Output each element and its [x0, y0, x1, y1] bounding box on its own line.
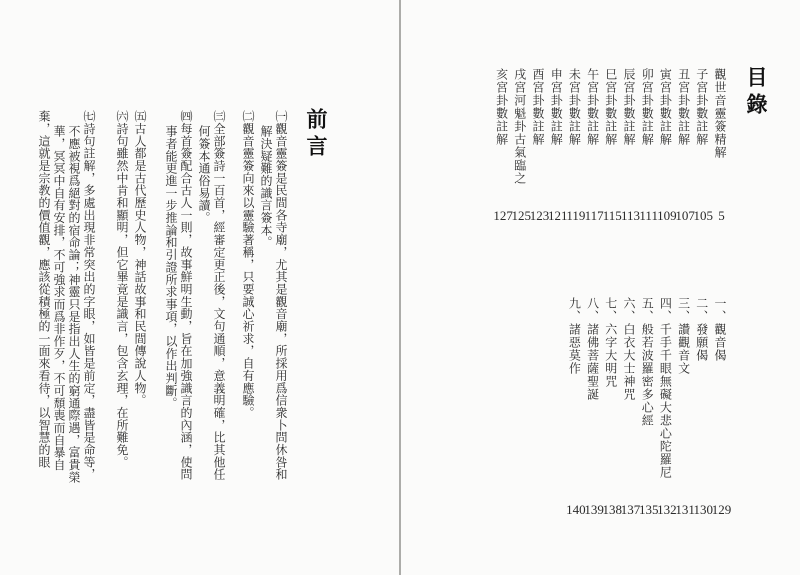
toc-entry-page-number: 117	[584, 208, 604, 223]
paragraph-marker: ㈤	[133, 110, 147, 123]
preface-paragraph-5	[132, 110, 147, 406]
toc-entry-page-number: 121	[547, 208, 568, 223]
toc-entry-page-number: 140	[566, 502, 586, 517]
toc-entry-page-number: 138	[602, 502, 623, 517]
paragraph-marker: ㈢	[212, 110, 226, 123]
paragraph-line	[178, 110, 193, 481]
toc-entry-page-number: 119	[566, 208, 586, 223]
paragraph-text: 棄，這就是宗教的價值觀，應該從積極的一面來看待，以智慧的眼	[37, 110, 51, 469]
toc-entry-title: 五、般若波羅密多心經	[640, 297, 655, 427]
toc-entry-title: 六、白衣大士神咒	[622, 297, 636, 401]
paragraph-line	[114, 110, 129, 468]
toc-entry-page-number: 127	[493, 208, 513, 223]
toc-entry-title: 丑宮卦數註解	[676, 68, 691, 146]
toc-entry-page-number: 115	[602, 208, 622, 223]
toc-entry-title: 三、讚觀音文	[676, 297, 691, 375]
paragraph-line	[273, 110, 288, 481]
toc-entry-page-number: 5	[718, 208, 725, 223]
toc-entry-title: 申宮卦數註解	[549, 68, 564, 146]
paragraph-line	[81, 110, 96, 483]
paragraph-text: 何簽本通俗易讀。	[197, 125, 211, 224]
toc-entry-page-number: 123	[529, 208, 550, 223]
paragraph-marker: ㈡	[241, 110, 255, 123]
toc-entry-page-number: 135	[638, 502, 659, 517]
toc-entry-page-number: 113	[620, 208, 641, 223]
paragraph-text: 觀音靈簽是民間各寺廟，尤其是觀音廟，所採用爲信衆卜問休咎和	[274, 122, 288, 481]
toc-entry-title: 亥宮卦數註解	[494, 68, 509, 146]
toc-entry-title: 未宮卦數註解	[567, 68, 582, 146]
toc-entry-page-number: 105	[693, 208, 714, 223]
toc-entry-page-number: 132	[657, 502, 677, 517]
paragraph-line	[240, 110, 255, 419]
toc-entry-title: 七、六字大明咒	[603, 297, 618, 388]
toc-entry-title: 戌宮河魁卦古氣臨之	[512, 68, 527, 185]
toc-entry-title: 巳宮卦數註解	[603, 68, 618, 146]
toc-entry-title: 子宮卦數註解	[694, 68, 709, 146]
preface-page	[0, 0, 399, 575]
toc-entry-title: 觀世音靈簽精解	[713, 68, 727, 159]
paragraph-line	[132, 110, 147, 406]
toc-entry-page-number: 125	[511, 208, 532, 223]
paragraph-marker: ㈠	[274, 110, 288, 123]
preface-paragraph-7	[36, 110, 96, 483]
toc-entry-title: 八、諸佛菩薩聖誕	[585, 297, 600, 401]
preface-paragraph-4	[163, 110, 193, 481]
preface-paragraph-3	[196, 110, 226, 481]
paragraph-line	[258, 110, 273, 481]
paragraph-text: 事者能更進一步推論和引證所求事項，以作出判斷。	[164, 125, 178, 410]
toc-entry-title: 二、發願偈	[694, 297, 709, 362]
toc-title: 目錄	[744, 66, 769, 120]
toc-entry-page-number: 131	[675, 502, 695, 517]
paragraph-text: 全部簽詩一百首，經審定更正後，文句通順，意義明確，比其他任	[212, 122, 226, 481]
toc-entry-title: 辰宮卦數註解	[622, 68, 636, 146]
toc-entry-title: 卯宮卦數註解	[640, 68, 655, 146]
paragraph-text: 每首簽配合古人一則，故事鮮明生動，旨在加強識言的內涵，使問	[179, 122, 193, 481]
toc-entry-title: 四、千手千眼無礙大悲心陀羅尼	[658, 297, 673, 479]
paragraph-line	[66, 110, 81, 483]
paragraph-marker: ㈥	[115, 110, 129, 123]
preface-title: 前言	[304, 108, 329, 162]
paragraph-text: 詩句註解，多處出現非常突出的字眼，如皆是前定，盡皆是命等，	[82, 122, 96, 481]
paragraph-line	[51, 110, 66, 483]
toc-entry-title: 一、觀音偈	[713, 297, 727, 362]
paragraph-text: 古人都是古代歷史人物，神話故事和民間傳說人物。	[133, 122, 147, 407]
toc-entry-title: 午宮卦數註解	[585, 68, 600, 146]
paragraph-marker: ㈦	[82, 110, 96, 123]
toc-entry-title: 九、諸惡莫作	[567, 297, 582, 375]
paragraph-text: 解決疑難的識言簽本。	[259, 125, 273, 249]
preface-paragraph-2	[240, 110, 255, 419]
paragraph-marker: ㈣	[179, 110, 193, 123]
preface-paragraph-1	[258, 110, 288, 481]
toc-entry-page-number: 109	[657, 208, 677, 223]
preface-paragraph-6	[114, 110, 129, 468]
toc-entry-title: 酉宮卦數註解	[531, 68, 545, 146]
toc-entry-page-number: 107	[675, 208, 695, 223]
paragraph-line	[36, 110, 51, 483]
toc-entry-page-number: 130	[693, 502, 714, 517]
toc-entry-page-number: 111	[639, 208, 658, 223]
toc-entry-page-number: 137	[620, 502, 641, 517]
toc-entry-page-number: 129	[711, 502, 732, 517]
paragraph-line	[211, 110, 226, 481]
paragraph-text: 觀音靈簽向來以靈驗著稱，只要誠心祈求，自有應驗。	[241, 122, 255, 419]
paragraph-line	[163, 110, 178, 481]
toc-page	[401, 0, 800, 575]
paragraph-text: 不應被視爲絕對的宿命論；神靈只是指出人生的窮通際遇，富貴榮	[67, 125, 81, 484]
toc-entry-title: 寅宮卦數註解	[658, 68, 673, 146]
paragraph-text: 詩句雖然中肯和顯明，但它畢竟是識言，包含玄理，在所難免。	[115, 122, 129, 469]
toc-entry-page-number: 139	[584, 502, 604, 517]
paragraph-line	[196, 110, 211, 481]
paragraph-text: 華，冥冥中自有安排，不可強求而爲非作歹，不可頹喪而自暴自	[52, 125, 66, 471]
